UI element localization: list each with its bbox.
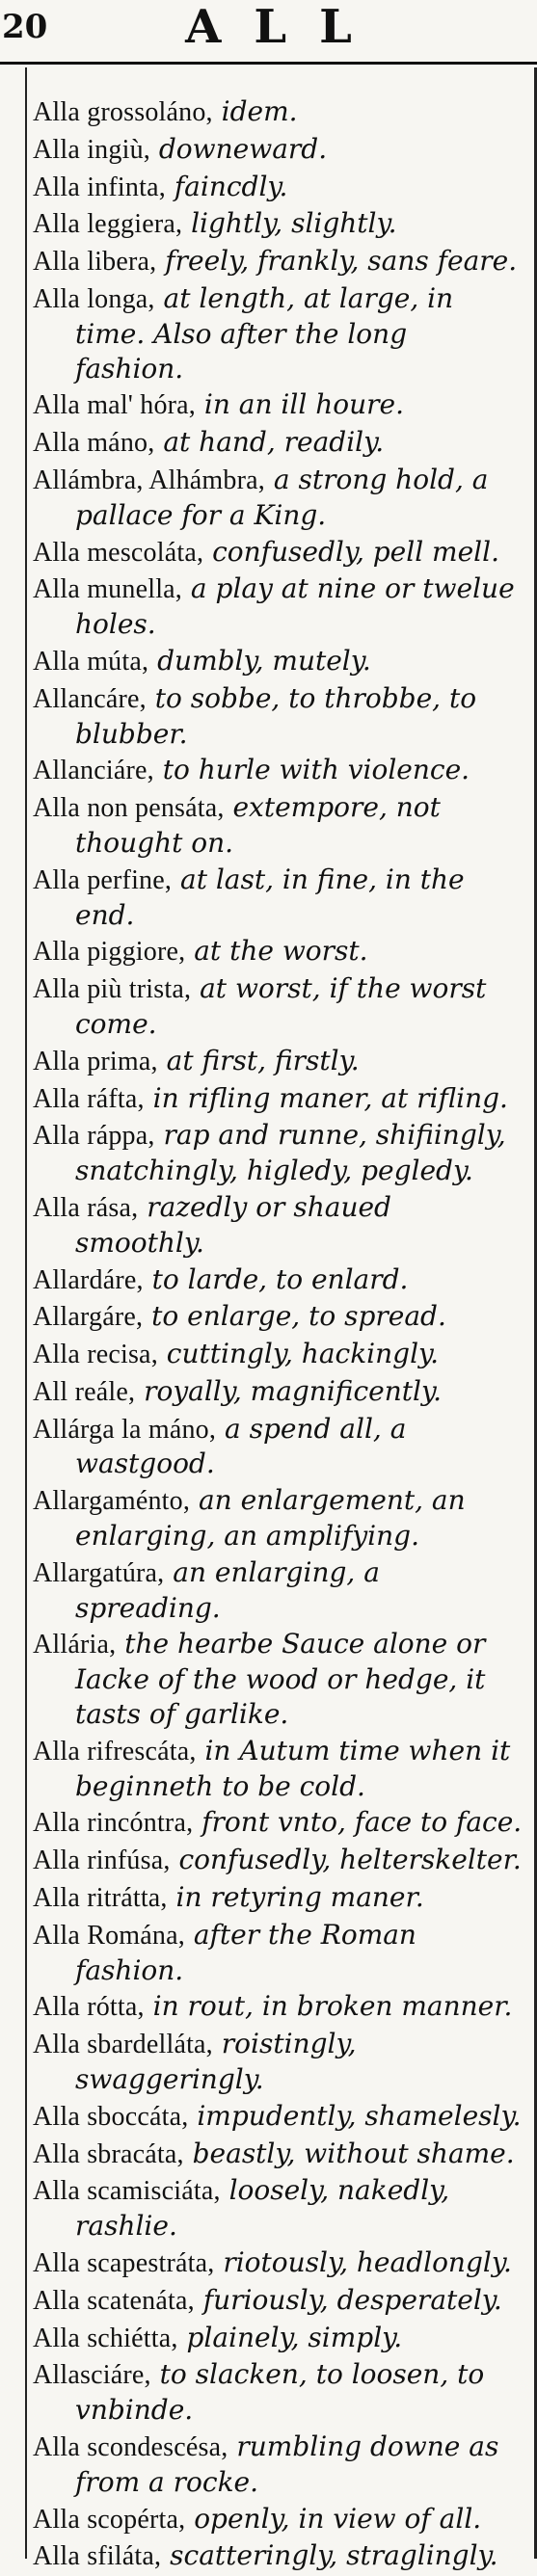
dictionary-entry	[33, 425, 524, 461]
entry-gloss: at hand, readily.	[163, 426, 385, 459]
entry-gloss: lightly, slightly.	[191, 207, 397, 240]
entry-gloss: openly, in view of all.	[194, 2502, 482, 2535]
entry-headword: Alla scapestráta,	[33, 2248, 215, 2279]
entry-gloss: roistingly, swaggeringly.	[75, 2028, 357, 2096]
entry-headword: Alla ráfta,	[33, 1083, 145, 1114]
entry-headword: Alla recisa,	[33, 1340, 158, 1370]
dictionary-entry	[33, 790, 524, 861]
entry-headword: Alla perfine,	[33, 864, 173, 895]
entry-gloss: royally, magnificently.	[144, 1374, 442, 1407]
dictionary-entry	[33, 1412, 524, 1482]
entry-headword: Allanciáre,	[33, 756, 154, 786]
dictionary-entry	[33, 387, 524, 423]
entry-headword: Alla mescoláta,	[33, 537, 204, 568]
entry-gloss: after the Roman fashion.	[75, 1918, 416, 1986]
dictionary-entry	[33, 1843, 524, 1878]
entry-headword: Alla scondescésa,	[33, 2432, 228, 2462]
entry-gloss: at worst, if the worst come.	[75, 972, 487, 1040]
entry-headword: Allargáre,	[33, 1302, 144, 1333]
entry-gloss: to enlarge, to spread.	[151, 1300, 446, 1333]
dictionary-entry	[33, 2027, 524, 2097]
dictionary-entry	[33, 1880, 524, 1916]
entry-gloss: furiously, desperately.	[202, 2283, 502, 2316]
entry-gloss: at length, at large, in time. Also after the long fashion.	[75, 281, 454, 385]
entry-gloss: dumbly, mutely.	[157, 644, 371, 677]
dictionary-entry	[33, 2283, 524, 2319]
entry-headword: Alla rótta,	[33, 1992, 145, 2023]
entry-headword: Alla sboccáta,	[33, 2101, 189, 2132]
entry-headword: Alla schiétta,	[33, 2323, 178, 2353]
dictionary-entry	[33, 1483, 524, 1554]
entry-headword: Alla prima,	[33, 1046, 158, 1076]
entry-gloss: rumbling downe as from a rocke.	[75, 2430, 499, 2498]
entry-gloss: in an ill houre.	[203, 388, 404, 421]
entry-gloss: an enlargement, an enlarging, an amplifying.	[75, 1484, 466, 1553]
entry-gloss: plainely, simply.	[186, 2321, 403, 2353]
entry-headword: Alla non pensáta,	[33, 793, 225, 824]
entry-headword: Alla sbardelláta,	[33, 2030, 213, 2060]
entry-gloss: rap and runne, shifiingly, snatchingly, higledy, pegledy.	[75, 1119, 506, 1187]
entry-headword: Alla leggiera,	[33, 209, 183, 240]
dictionary-entry	[33, 1337, 524, 1372]
entry-headword: Alla piggiore,	[33, 937, 186, 968]
entry-gloss: impudently, shamelesly.	[197, 2099, 522, 2132]
dictionary-entry	[33, 2137, 524, 2172]
dictionary-entry	[33, 571, 524, 642]
dictionary-entry	[33, 753, 524, 788]
entry-headword: Allárga la máno,	[33, 1414, 217, 1445]
entry-headword: Alla múta,	[33, 646, 149, 677]
entry-gloss: in Autum time when it beginneth to be cold.	[75, 1734, 511, 1802]
entry-headword: Allasciáre,	[33, 2360, 151, 2391]
entry-headword: Alla munella,	[33, 574, 183, 605]
page-number: 20	[2, 8, 48, 46]
entry-gloss: a strong hold, a pallace for a King.	[75, 463, 489, 531]
dictionary-entry	[33, 2502, 524, 2537]
entry-gloss: idem.	[221, 95, 298, 127]
entry-gloss: confusedly, helterskelter.	[178, 1844, 522, 1876]
dictionary-entry	[33, 2245, 524, 2281]
entry-gloss: riotously, headlongly.	[223, 2246, 512, 2279]
entry-headword: Alla più trista,	[33, 974, 192, 1005]
entry-gloss: at last, in fine, in the end.	[75, 863, 465, 931]
entry-gloss: confusedly, pell mell.	[212, 535, 499, 568]
entry-gloss: to sobbe, to throbbe, to blubber.	[75, 681, 477, 750]
entry-gloss: loosely, nakedly, rashlie.	[75, 2174, 450, 2243]
entry-headword: Allámbra, Alhámbra,	[33, 465, 265, 495]
dictionary-entry	[33, 206, 524, 242]
entry-list	[33, 94, 524, 2576]
dictionary-entry	[33, 1118, 524, 1188]
entry-headword: Alla rinfúsa,	[33, 1846, 171, 1876]
entry-gloss: beastly, without shame.	[192, 2137, 515, 2169]
dictionary-entry	[33, 1262, 524, 1298]
entry-gloss: downeward.	[158, 132, 328, 165]
dictionary-entry	[33, 1044, 524, 1079]
entry-headword: Alla scopérta,	[33, 2504, 186, 2535]
dictionary-entry	[33, 170, 524, 205]
entry-gloss: a play at nine or twelue holes.	[75, 572, 515, 641]
dictionary-entry	[33, 1555, 524, 1626]
entry-headword: Alla scamisciáta,	[33, 2176, 221, 2207]
entry-headword: Alla ráppa,	[33, 1121, 155, 1152]
entry-gloss: in rout, in broken manner.	[152, 1990, 513, 2023]
entry-headword: Alla máno,	[33, 428, 155, 459]
entry-gloss: in rifling maner, at rifling.	[152, 1081, 508, 1114]
entry-gloss: front vnto, face to face.	[201, 1806, 523, 1839]
entry-headword: All reále,	[33, 1376, 136, 1407]
entry-headword: Alla rifrescáta,	[33, 1736, 197, 1766]
dictionary-entry	[33, 863, 524, 933]
entry-gloss: cuttingly, hackingly.	[166, 1338, 440, 1370]
left-column-rule	[25, 67, 27, 2559]
dictionary-entry	[33, 1190, 524, 1261]
dictionary-entry	[33, 2321, 524, 2356]
dictionary-entry	[33, 281, 524, 385]
entry-headword: Alla ingiù,	[33, 134, 150, 165]
entry-gloss: an enlarging, a spreading.	[75, 1555, 380, 1624]
entry-headword: Alla sfiláta,	[33, 2541, 162, 2572]
dictionary-entry	[33, 94, 524, 130]
entry-gloss: scatteringly, straglingly.	[170, 2539, 498, 2572]
dictionary-entry	[33, 1734, 524, 1804]
entry-headword: Alla rása,	[33, 1192, 139, 1223]
dictionary-entry	[33, 1374, 524, 1410]
entry-headword: Alla libera,	[33, 247, 157, 278]
entry-headword: Alla ritrátta,	[33, 1883, 168, 1914]
entry-headword: Alla sbracáta,	[33, 2138, 184, 2169]
dictionary-entry	[33, 934, 524, 969]
entry-gloss: to larde, to enlard.	[151, 1262, 409, 1295]
dictionary-entry	[33, 463, 524, 533]
entry-headword: Alla Romána,	[33, 1920, 185, 1951]
running-head: ALL	[185, 0, 385, 54]
entry-gloss: razedly or shaued smoothly.	[75, 1190, 391, 1259]
dictionary-entry	[33, 971, 524, 1042]
entry-gloss: extempore, not thought on.	[75, 791, 441, 859]
entry-gloss: at the worst.	[194, 935, 368, 968]
entry-gloss: a spend all, a wastgood.	[75, 1412, 407, 1480]
dictionary-entry	[33, 1918, 524, 1988]
dictionary-entry	[33, 1805, 524, 1841]
entry-headword: Alla scatenáta,	[33, 2285, 195, 2316]
entry-gloss: at first, firstly.	[166, 1044, 360, 1076]
dictionary-entry	[33, 1989, 524, 2025]
dictionary-entry	[33, 2357, 524, 2428]
dictionary-entry	[33, 2173, 524, 2244]
entry-gloss: faincdly.	[174, 170, 288, 202]
entry-headword: Alla rincóntra,	[33, 1808, 194, 1839]
dictionary-entry	[33, 681, 524, 752]
entry-headword: Allancáre,	[33, 683, 147, 714]
entry-gloss: the hearbe Sauce alone or Iacke of the wood or hedge, it tasts of garlike.	[75, 1628, 486, 1731]
dictionary-entry	[33, 1627, 524, 1731]
entry-gloss: to slacken, to loosen, to vnbinde.	[75, 2358, 485, 2427]
entry-headword: Allardáre,	[33, 1264, 144, 1295]
dictionary-entry	[33, 1299, 524, 1335]
dictionary-entry	[33, 644, 524, 679]
entry-gloss: in retyring maner.	[175, 1881, 424, 1914]
header-rule	[0, 62, 537, 65]
entry-headword: Allargatúra,	[33, 1557, 165, 1588]
entry-headword: Alla infinta,	[33, 172, 166, 202]
dictionary-entry	[33, 132, 524, 168]
dictionary-entry	[33, 2099, 524, 2135]
dictionary-entry	[33, 2430, 524, 2500]
dictionary-entry	[33, 535, 524, 571]
dictionary-entry	[33, 244, 524, 279]
dictionary-entry	[33, 2538, 524, 2574]
entry-headword: Allargaménto,	[33, 1486, 191, 1517]
entry-gloss: to hurle with violence.	[162, 754, 470, 786]
entry-headword: Allária,	[33, 1630, 117, 1660]
entry-headword: Alla mal' hóra,	[33, 390, 196, 421]
entry-gloss: freely, frankly, sans feare.	[165, 245, 518, 278]
dictionary-entry	[33, 1081, 524, 1117]
entry-headword: Alla grossoláno,	[33, 97, 213, 127]
entry-headword: Alla longa,	[33, 283, 155, 314]
